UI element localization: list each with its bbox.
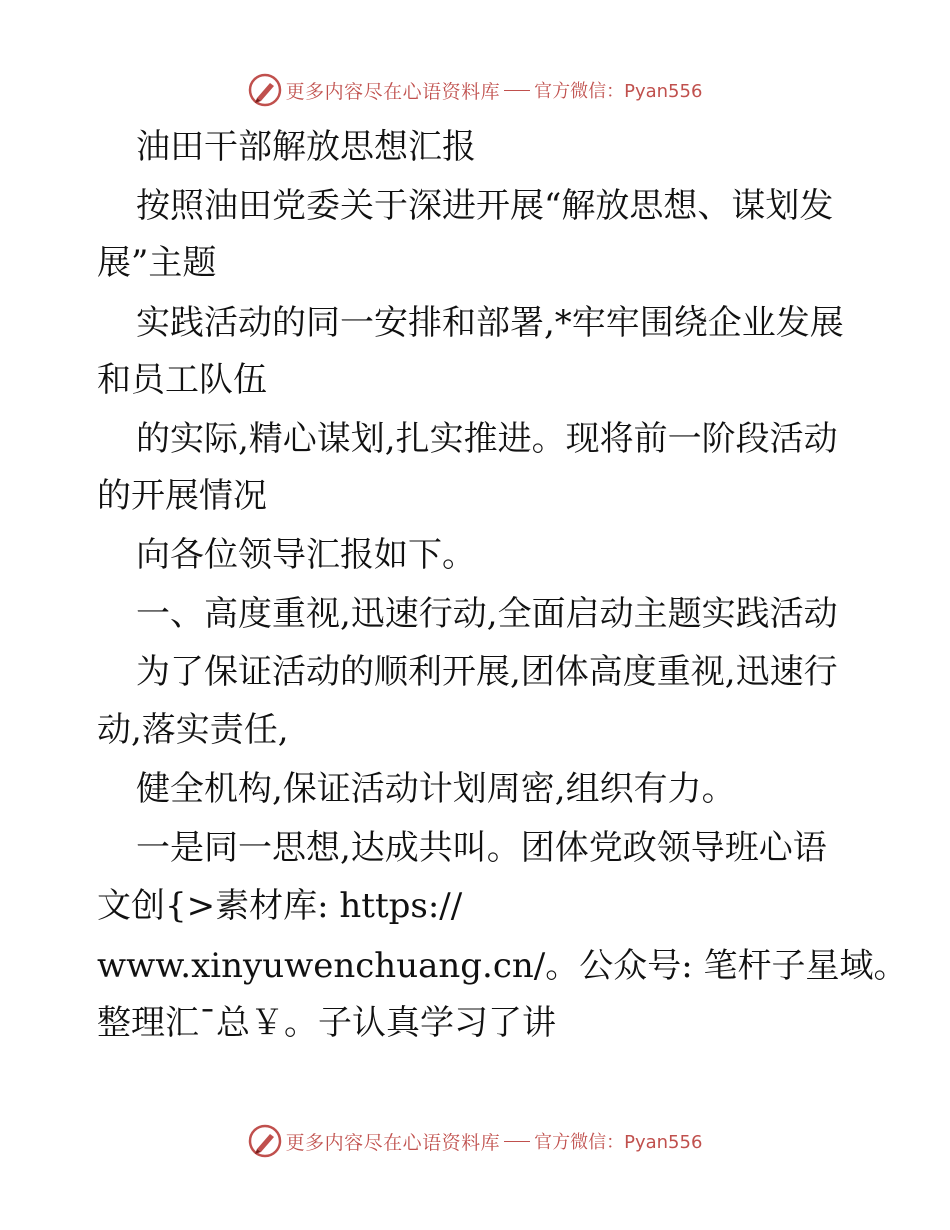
- paragraph-line: 健全机构,保证活动计划周密,组织有力。: [136, 769, 736, 809]
- paragraph-line: 文创{>素材库: https://: [97, 886, 463, 926]
- paragraph-line: 的实际,精心谋划,扎实推进。现将前一阶段活动: [136, 419, 838, 459]
- paragraph-line: 的开展情况: [97, 476, 267, 516]
- header-banner: [0, 70, 950, 110]
- paragraph-line: 整理汇¯总￥。子认真学习了讲: [97, 1003, 556, 1043]
- paragraph-line: 实践活动的同一安排和部署,*牢牢围绕企业发展: [136, 303, 844, 343]
- paragraph-line: 展”主题: [97, 243, 217, 283]
- banner-sub-text: 官方微信：Pyan556: [534, 1132, 703, 1153]
- banner-separator: [504, 90, 530, 91]
- paragraph-line: 动,落实责任,: [97, 710, 289, 750]
- paragraph-line: 向各位领导汇报如下。: [136, 535, 476, 575]
- banner-separator: [504, 1141, 530, 1142]
- banner-main-text: 更多内容尽在心语资料库: [285, 80, 501, 103]
- pen-logo-icon: [248, 1124, 282, 1158]
- pen-logo-icon: [248, 73, 282, 107]
- banner-main-text: 更多内容尽在心语资料库: [285, 1131, 501, 1154]
- paragraph-line: 一是同一思想,达成共叫。团体党政领导班心语: [136, 828, 827, 868]
- doc-title: 油田干部解放思想汇报: [136, 127, 476, 167]
- paragraph-line: 按照油田党委关于深进开展“解放思想、谋划发: [136, 186, 834, 226]
- section-heading: 一、高度重视,迅速行动,全面启动主题实践活动: [136, 594, 838, 634]
- paragraph-line: 为了保证活动的顺利开展,团体高度重视,迅速行: [136, 652, 838, 692]
- footer-banner: [0, 1121, 950, 1161]
- paragraph-line: 和员工队伍: [97, 360, 267, 400]
- paragraph-line: www.xinyuwenchuang.cn/。公众号: 笔杆子星域。: [97, 946, 908, 986]
- banner-sub-text: 官方微信：Pyan556: [534, 81, 703, 102]
